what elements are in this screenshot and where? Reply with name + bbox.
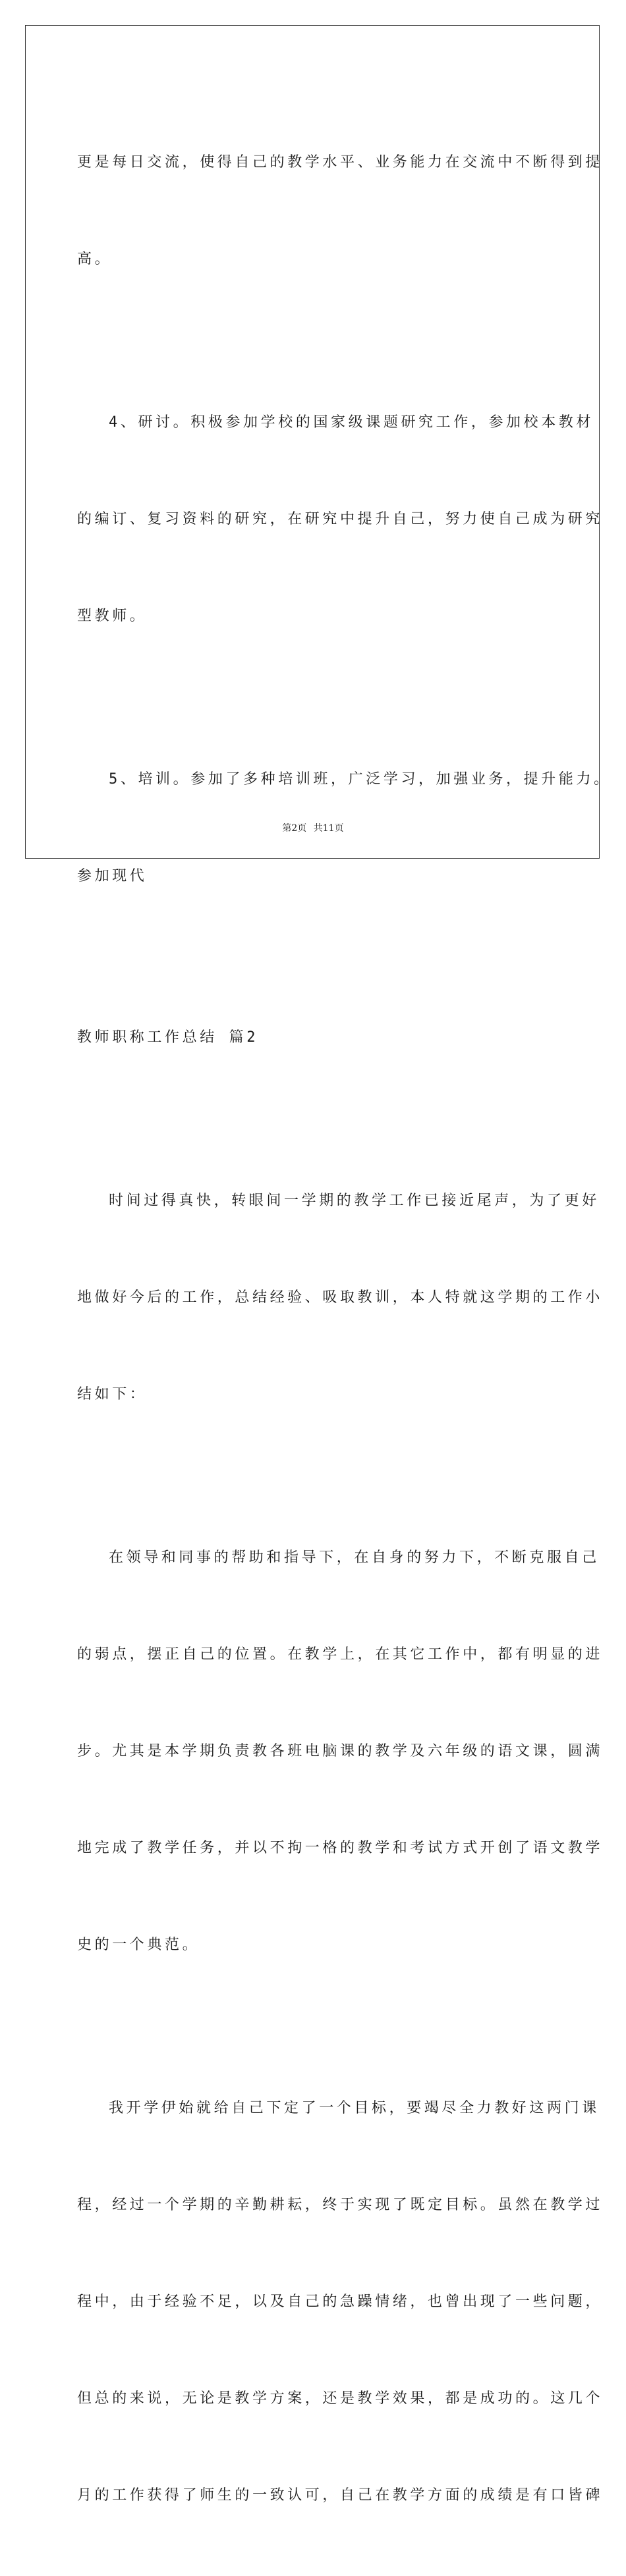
page-total: 共11页 [313,823,344,834]
text-line: 结如下： [77,1386,148,1403]
text-line: 月的工作获得了师生的一致认可，自己在教学方面的成绩是有口皆碑 [77,2487,604,2504]
text-line: 但总的来说，无论是教学方案，还是教学效果，都是成功的。这几个 [77,2390,604,2407]
text-line: 高。 [77,251,113,267]
text-line: 的弱点，摆正自己的位置。在教学上，在其它工作中，都有明显的进 [77,1646,604,1663]
paragraph [77,342,604,697]
text-line: 5、培训。参加了多种培训班，广泛学习，加强业务，提升能力。 [109,771,612,788]
text-line: 更是每日交流，使得自己的教学水平、业务能力在交流中不断得到提 [77,154,604,171]
text-line: 程中，由于经验不足，以及自己的急躁情绪，也曾出现了一些问题， [77,2294,604,2310]
text-line: 参加现代 [77,868,148,884]
text-line: 的编订、复习资料的研究，在研究中提升自己，努力使自己成为研究 [77,511,604,527]
paragraph [77,1477,604,2026]
text-line: 型教师。 [77,608,148,624]
text-line: 地做好今后的工作，总结经验、吸取教训，本人特就这学期的工作小 [77,1289,604,1306]
text-line: 我开学伊始就给自己下定了一个目标，要竭尽全力教好这两门课 [109,2100,600,2116]
text-line: 4、研讨。积极参加学校的国家级课题研究工作，参加校本教材 [109,414,594,431]
text-line: 史的一个典范。 [77,1937,200,1953]
page-footer [0,821,626,834]
text-line: 程，经过一个学期的辛勤耕耘，终于实现了既定目标。虽然在教学过 [77,2197,604,2213]
section-heading [77,957,550,1118]
text-line: 地完成了教学任务，并以不拘一格的教学和考试方式开创了语文教学 [77,1840,604,1856]
paragraph [77,2027,604,2576]
heading-text: 教师职称工作总结 篇2 [77,1029,259,1046]
paragraph [77,1120,604,1475]
text-line: 步。尤其是本学期负责教各班电脑课的教学及六年级的语文课，圆满 [77,1743,604,1759]
paragraph [77,82,604,340]
page-number: 第2页 [282,823,307,834]
text-line: 时间过得真快，转眼间一学期的教学工作已接近尾声，为了更好 [109,1193,600,1209]
document-body [77,82,612,2576]
text-line: 在领导和同事的帮助和指导下，在自身的努力下，不断克服自己 [109,1549,600,1566]
